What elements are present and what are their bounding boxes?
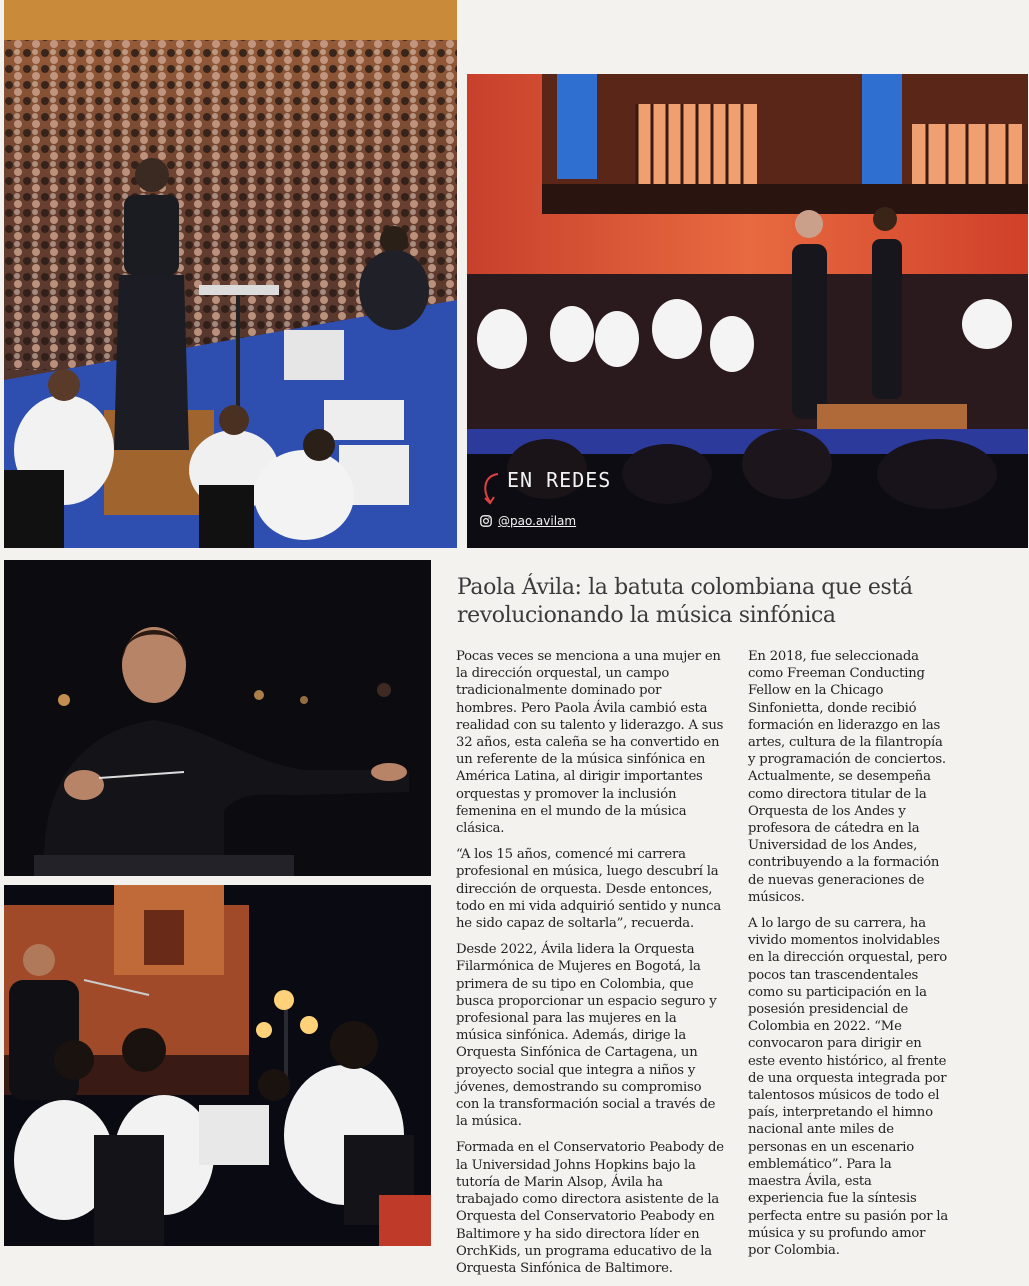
article-paragraph: Formada en el Conservatorio Peabody de la Universidad Johns Hopkins bajo la tutoría de Marin Alsop, Ávila ha trabajado como directora asistente de la Orquesta del Conservatorio Peabody en Baltimore y ha sido directora líder en OrchKids, un programa educativo de la Orquesta Sinfónica de Baltimore.	[456, 1140, 724, 1276]
article-paragraph: “A los 15 años, comencé mi carrera profesional en música, luego descubrí la dirección de orquesta. Desde entonces, todo en mi vida adquirió sentido y nunca he sido capaz de soltarla”, recuerda.	[456, 847, 722, 932]
article-paragraph: A lo largo de su carrera, ha vivido momentos inolvidables en la dirección orquestal, pero pocos tan trascendentales como su participación en la posesión presidencial de Colombia en 2022. “Me convocaron para dirigir en este evento histórico, al frente de una orquesta integrada por talentosos músicos de todo el país, interpretando el himno nacional ante miles de personas en un escenario emblemático”. Para la maestra Ávila, esta experiencia fue la síntesis perfecta entre su pasión por la música y su profundo amor por Colombia.	[748, 916, 948, 1258]
social-handle[interactable]: @pao.avilam	[498, 514, 577, 528]
photo-orchestra-night	[4, 885, 431, 1246]
article-column-2	[748, 648, 948, 1268]
article-column-1	[456, 648, 724, 1286]
social-handle-row	[480, 514, 576, 528]
article-paragraph: Pocas veces se menciona a una mujer en la dirección orquestal, un campo tradicionalmente dominado por hombres. Pero Paola Ávila cambió esta realidad con su talento y liderazgo. A sus 32 años, esta caleña se ha convertido en un referente de la música sinfónica en América Latina, al dirigir importantes orquestas y promover la inclusión femenina en el mundo de la música clásica.	[456, 649, 724, 837]
article-headline: Paola Ávila: la batuta colombiana que está revolucionando la música sinfónica	[457, 575, 913, 628]
photo-conductor-portrait	[4, 560, 431, 876]
article-paragraph: En 2018, fue seleccionada como Freeman Conducting Fellow en la Chicago Sinfonietta, donde recibió formación en liderazgo en las artes, cultura de la filantropía y programación de conciertos. Actualmente, se desempeña como directora titular de la Orquesta de los Andes y profesora de cátedra en la Universidad de los Andes, contribuyendo a la formación de nuevas generaciones de músicos.	[748, 649, 946, 905]
article-paragraph: Desde 2022, Ávila lidera la Orquesta Filarmónica de Mujeres en Bogotá, la primera de su tipo en Colombia, que busca proporcionar un espacio seguro y profesional para las mujeres en la música sinfónica. Además, dirige la Orquesta Sinfónica de Cartagena, un proyecto social que integra a niños y jóvenes, demostrando su compromiso con la transformación social a través de la música.	[456, 942, 717, 1130]
photo-conductor-with-crowd	[4, 0, 457, 548]
curved-arrow-icon	[480, 472, 502, 506]
social-label: EN REDES	[507, 468, 612, 492]
instagram-icon	[480, 515, 492, 527]
